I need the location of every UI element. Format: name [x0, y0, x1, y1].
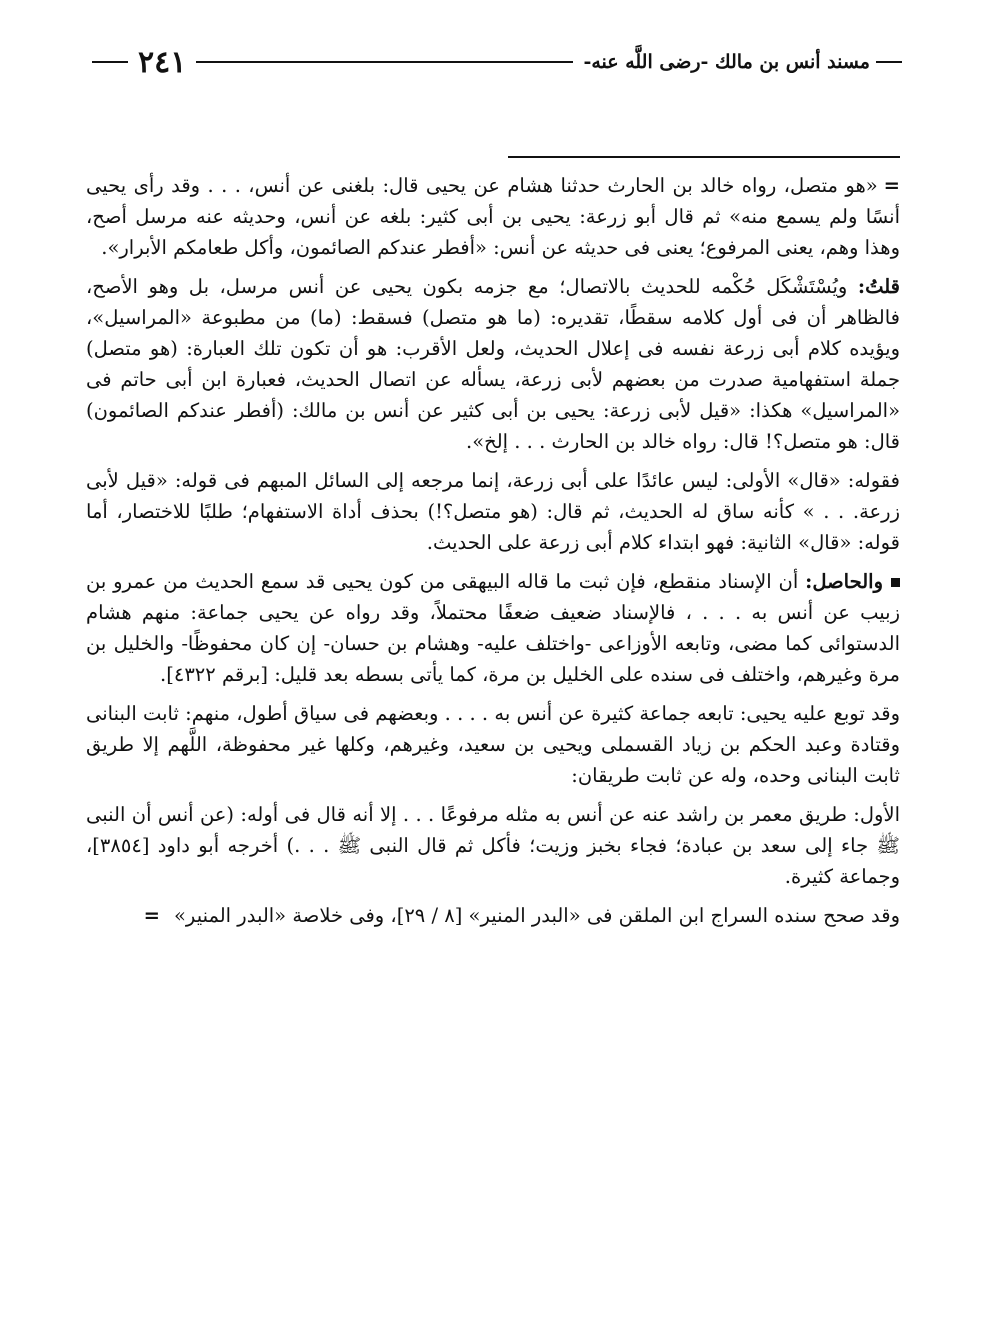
paragraph-lead: قلتُ: — [857, 275, 900, 298]
continuation-mark: = — [883, 174, 900, 197]
paragraph-text: أن الإسناد منقطع، فإن ثبت ما قاله البيهقى من كون يحيى قد سمع الحديث من عمرو بن زبيب عن أنس به . . . ، فالإسناد ضعيف ضعفًا محتملاً، وقد رواه عن يحيى جماعة: منهم هشام الدستوائى كما مضى، وتابعه الأوزاعى -واختلف عليه- وهشام بن حسان- إن كان محفوظًا- والخليل بن مرة وغيرهم، واختلف فى سنده على الخليل بن مرة، كما يأتى بسطه بعد قليل: [برقم ٤٣٢٢]. — [86, 570, 900, 686]
header-title: مسند أنس بن مالك -رضى اللَّه عنه- — [583, 51, 870, 73]
footnote-body — [86, 170, 900, 939]
footnote-paragraph-6 — [86, 799, 900, 892]
header-dash-left — [92, 61, 128, 63]
paragraph-text: الأول: طريق معمر بن راشد عنه عن أنس به مثله مرفوعًا . . . إلا أنه قال فى أوله: (عن أنس أن النبى ﷺ جاء إلى سعد بن عبادة؛ فجاء بخبز وزيت؛ فأكل ثم قال النبى ﷺ . . .) أخرجه أبو داود [٣٨٥٤]، وجماعة كثيرة. — [86, 803, 900, 888]
footnote-paragraph-3 — [86, 465, 900, 558]
end-continuation-mark: = — [143, 904, 160, 927]
header-rule — [196, 61, 573, 63]
header-dash-right — [876, 61, 902, 63]
paragraph-text: فقوله: «قال» الأولى: ليس عائدًا على أبى زرعة، إنما مرجعه إلى السائل المبهم فى قوله: «قيل لأبى زرعة. . . » كأنه ساق له الحديث، ثم قال: (هو متصل؟!) بحذف أداة الاستفهام؛ طلبًا للاختصار، أما قوله: «قال» الثانية: فهو ابتداء كلام أبى زرعة على الحديث. — [86, 469, 900, 554]
page-number: ٢٤١ — [138, 44, 187, 80]
footnote-paragraph-4 — [86, 566, 900, 690]
running-header — [92, 40, 902, 84]
paragraph-text: وقد صحح سنده السراج ابن الملقن فى «البدر المنير» [٨ / ٢٩]، وفى خلاصة «البدر المنير» — [174, 904, 900, 927]
footnote-paragraph-1 — [86, 170, 900, 263]
footnote-separator — [508, 156, 900, 158]
footnote-paragraph-5 — [86, 698, 900, 791]
footnote-paragraph-2 — [86, 271, 900, 457]
paragraph-lead: والحاصل: — [805, 570, 883, 593]
paragraph-text: ويُسْتَشْكَل حُكْمه للحديث بالاتصال؛ مع جزمه بكون يحيى عن أنس مرسل، بل وهو الأصح، فالظاهر أن فى أول كلامه سقطًا، تقديره: (ما هو متصل) فسقط: (ما) من مطبوعة «المراسيل»، ويؤيده كلام أبى زرعة نفسه فى إعلال الحديث، ولعل الأقرب: هو أن تكون تلك العبارة: (هو متصل) جملة استفهامية صدرت من بعضهم لأبى زرعة، يسأله عن اتصال الحديث، فعبارة ابن أبى حاتم فى «المراسيل» هكذا: «قيل لأبى زرعة: يحيى بن أبى كثير عن أنس بن مالك: (أفطر عندكم الصائمون) قال: هو متصل؟! قال: رواه خالد بن الحارث . . . إلخ». — [86, 275, 900, 453]
bullet-square-icon — [891, 578, 900, 587]
footnote-paragraph-7 — [86, 900, 900, 931]
paragraph-text: وقد توبع عليه يحيى: تابعه جماعة كثيرة عن أنس به . . . . وبعضهم فى سياق أطول، منهم: ثابت البنانى وقتادة وعبد الحكم بن زياد القسملى ويحيى بن سعيد، وغيرهم، وكلها غير محفوظة، اللَّهم إلا طريق ثابت البنانى وحده، وله عن ثابت طريقان: — [86, 702, 900, 787]
paragraph-text: «هو متصل، رواه خالد بن الحارث حدثنا هشام عن يحيى قال: بلغنى عن أنس، . . . وقد رأى يحيى أنسًا ولم يسمع منه» ثم قال أبو زرعة: يحيى بن أبى كثير: بلغه عن أنس، وحديثه عنه مرسل أصح، وهذا وهم، يعنى المرفوع؛ يعنى فى حديثه عن أنس: «أفطر عندكم الصائمون، وأكل طعامكم الأبرار». — [86, 174, 900, 259]
